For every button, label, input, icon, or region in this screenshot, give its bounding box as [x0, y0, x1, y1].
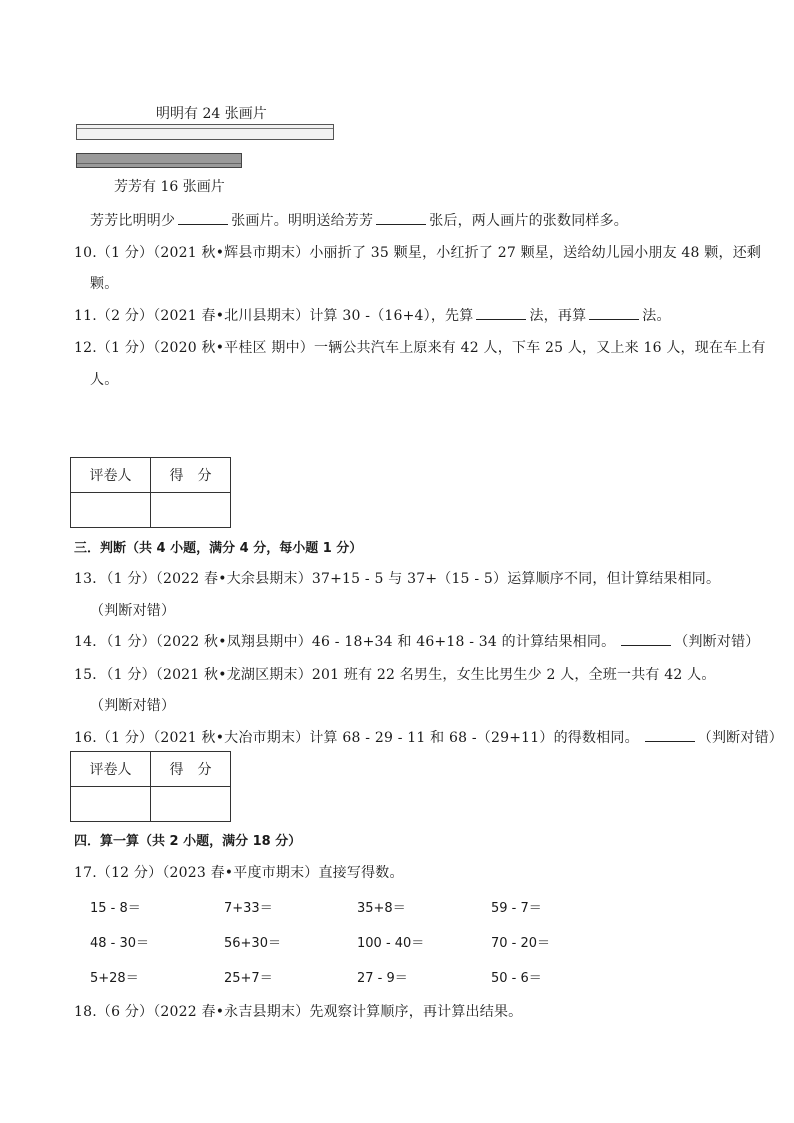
q9-part1: 芳芳比明明少 — [90, 213, 176, 229]
section-3-heading: 三．判断（共 4 小题，满分 4 分，每小题 1 分） — [74, 541, 363, 556]
calc-item: 15 - 8＝ — [90, 901, 141, 916]
calc-item: 5+28＝ — [90, 971, 139, 986]
q13-line2: （判断对错） — [90, 603, 176, 619]
q18-title: 18.（6 分）（2022 春•永吉县期末）先观察计算顺序，再计算出结果。 — [74, 1004, 523, 1020]
calc-item: 48 - 30＝ — [90, 936, 150, 951]
q16-line — [74, 727, 783, 747]
calc-item: 70 - 20＝ — [491, 936, 551, 951]
calc-item: 50 - 6＝ — [491, 971, 542, 986]
fangfang-bar — [76, 153, 242, 168]
score-cell[interactable] — [151, 787, 231, 822]
diagram-top-label: 明明有 24 张画片 — [156, 106, 267, 122]
q17-title: 17.（12 分）（2023 春•平度市期末）直接写得数。 — [74, 865, 404, 881]
score-table — [70, 457, 231, 528]
calc-item: 56+30＝ — [224, 936, 281, 951]
q14-part2: （判断对错） — [674, 634, 760, 650]
q9-part3: 张后，两人画片的张数同样多。 — [429, 213, 629, 229]
grader-header: 评卷人 — [71, 752, 151, 787]
calc-item: 7+33＝ — [224, 901, 273, 916]
q10-line2-text: 颗。 — [90, 276, 119, 292]
q11-part2: 法，再算 — [529, 308, 587, 324]
q15-line1: 15．（1 分）（2021 秋•龙湖区期末）201 班有 22 名男生，女生比男生少 2 人，全班一共有 42 人。 — [74, 667, 716, 683]
diagram-bottom-label: 芳芳有 16 张画片 — [114, 179, 225, 195]
q14-part1: 14．（1 分）（2022 秋•凤翔县期中）46 - 18+34 和 46+18 - 34 的计算结果相同。 — [74, 634, 616, 650]
calc-item: 25+7＝ — [224, 971, 273, 986]
q10-line2 — [90, 273, 118, 293]
calc-item: 35+8＝ — [357, 901, 406, 916]
grader-cell[interactable] — [71, 787, 151, 822]
q13-line1: 13．（1 分）（2022 春•大余县期末）37+15 - 5 与 37+（15 - 5）运算顺序不同，但计算结果相同。 — [74, 571, 721, 587]
calc-item: 59 - 7＝ — [491, 901, 542, 916]
grader-cell[interactable] — [71, 493, 151, 528]
score-header: 得 分 — [151, 458, 231, 493]
score-cell[interactable] — [151, 493, 231, 528]
score-header: 得 分 — [151, 752, 231, 787]
q12-line1: 12.（1 分）（2020 秋•平桂区 期中）一辆公共汽车上原来有 42 人，下车 25 人，又上来 16 人，现在车上有 — [74, 340, 766, 356]
score-table — [70, 751, 231, 822]
q9-sentence — [90, 210, 628, 230]
q16-part1: 16.（1 分）（2021 秋•大冶市期末）计算 68 - 29 - 11 和 68 -（29+11）的得数相同。 — [74, 730, 639, 746]
answer-blank[interactable] — [376, 212, 426, 225]
q14-line — [74, 631, 759, 651]
section-4-heading: 四．算一算（共 2 小题，满分 18 分） — [74, 834, 302, 849]
q10-line1: 10.（1 分）（2021 秋•辉县市期末）小丽折了 35 颗星，小红折了 27 颗星，送给幼儿园小朋友 48 颗，还剩 — [74, 245, 762, 261]
q9-part2: 张画片。明明送给芳芳 — [231, 213, 374, 229]
answer-blank[interactable] — [178, 212, 228, 225]
q12-line2: 人。 — [90, 372, 119, 388]
mingming-bar — [76, 124, 334, 140]
grader-header: 评卷人 — [71, 458, 151, 493]
q15-line2: （判断对错） — [90, 698, 176, 714]
answer-blank[interactable] — [621, 633, 671, 646]
answer-blank[interactable] — [589, 307, 639, 320]
q11-line — [74, 305, 671, 325]
answer-blank[interactable] — [645, 729, 695, 742]
answer-blank[interactable] — [476, 307, 526, 320]
q11-part1: 11.（2 分）（2021 春•北川县期末）计算 30 -（16+4），先算 — [74, 308, 474, 324]
calc-item: 27 - 9＝ — [357, 971, 408, 986]
q11-part3: 法。 — [642, 308, 671, 324]
calc-item: 100 - 40＝ — [357, 936, 425, 951]
q16-part2: （判断对错） — [697, 730, 783, 746]
